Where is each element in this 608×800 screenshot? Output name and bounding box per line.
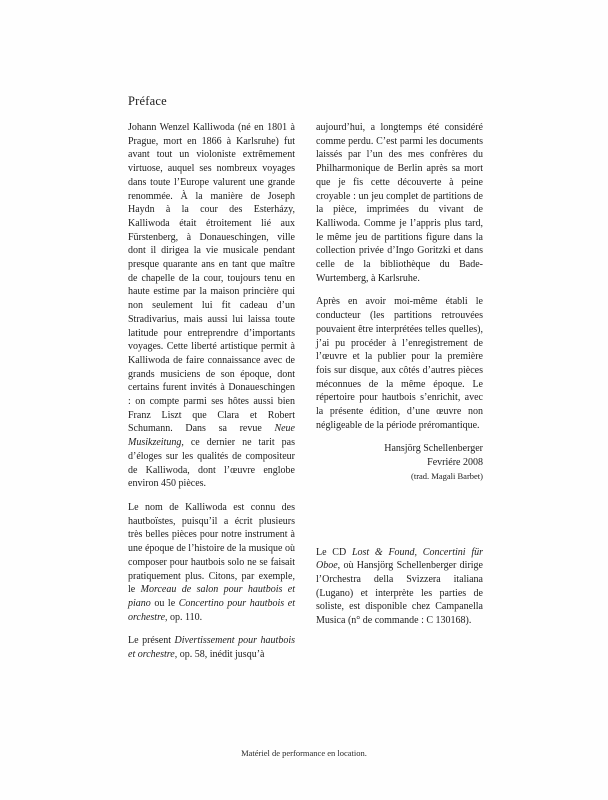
text-run: Le présent [128,635,175,647]
text-run: Le nom de Kalliwoda est connu des hautboïstes, puisqu’il a écrit plusieurs très belles pièces pour notre instrument à une époque de l’histoire de la musique où composer pour hautbois solo ne se faisait pratiquement plus. Citons, par exemple, le [128,501,295,596]
paragraph-oboe-works [128,501,295,624]
text-run: Johann Wenzel Kalliwoda (né en 1801 à Prague, mort en 1866 à Karlsruhe) fut avant tout un violoniste extrêmement virtuose, auquel ses nombreux voyages dans toute l’Europe valurent une grande renommée. À la manière de Joseph Haydn à la cour des Esterházy, Kalliwoda était étroitement lié aux Fürstenberg, à Donaueschingen, ville dont il dirigea la vie musicale pendant presque quarante ans en tant que maître de chapelle de la cour, toujours tenu en haute estime par la maison princière qui non seulement lui fit cadeau d’un Stradivarius, mais aussi lui laissa toute latitude pour entreprendre d’importants voyages. Cette liberté artistique permit à Kalliwoda de faire connaissance avec de grands musiciens de son époque, dont certains furent invités à Donaueschingen : on compte parmi ses hôtes aussi bien Franz Liszt que Clara et Robert Schumann. Dans sa revue [128,122,295,435]
italic-work-title: Concertino pour hautbois et orchestre [128,597,295,623]
footer-note: Matériel de performance en location. [241,748,367,758]
text-columns [128,121,483,672]
paragraph-discovery [316,121,483,285]
text-run: ou le [150,597,179,609]
text-run: , où Hansjörg Schellenberger dirige l’Orchestra della Svizzera italiana (Lugano) et interprète les parties de soliste, est disponible chez Campanella Musica (n° de commande : C 130168). [316,560,483,627]
paragraph-biography [128,121,295,491]
italic-work-title: Neue Musikzeitung [128,423,295,449]
italic-cd-title: Lost & Found, Concertini für Oboe [316,546,483,572]
page-title: Préface [128,94,167,108]
signature-translator: (trad. Magali Barbet) [411,470,483,481]
text-run: Après en avoir moi-même établi le conducteur (les partitions retrouvées pouvaient être interprétées telles quelles), j’ai pu procéder à l’enregistrement de l’œuvre et la publier pour la première fois sur disque, aux côtés d’autres pièces méconnues de la même époque. Le répertoire pour hautbois s’enrichit, avec la présente édition, d’une œuvre non négligeable de la période préromantique. [316,296,483,431]
italic-work-title: Divertissement pour hautbois et orchestre [128,635,295,661]
signature-name: Hansjörg Schellenberger [384,443,483,455]
left-column [128,121,295,672]
paragraph-cd-note [316,546,483,628]
text-run: , ce dernier ne tarit pas d’éloges sur les qualités de compositeur de Kalliwoda, dont l’œuvre englobe environ 450 pièces. [128,437,295,490]
text-run: aujourd’hui, a longtemps été considéré comme perdu. C’est parmi les documents laissés par l’un des mes confrères du Philharmonique de Berlin après sa mort que je fis cette découverte à peine croyable : un jeu complet de partitions de la pièce, imprimées du vivant de Kalliwoda. Comme je l’appris plus tard, le même jeu de partitions figure dans la collection privée d’Ingo Goritzki et dans celle de la bibliothèque du Bade-Wurtemberg, à Karlsruhe. [316,122,483,284]
signature-date: Fevriére 2008 [427,457,483,469]
text-run: Le CD [316,546,352,558]
signature-block [316,442,483,483]
text-run: , op. 110. [165,611,203,623]
paragraph-recording [316,295,483,432]
italic-work-title: Morceau de salon pour hautbois et piano [128,584,295,609]
text-run: , op. 58, inédit jusqu’à [174,649,265,661]
right-column [316,121,483,672]
paragraph-divertissement [128,634,295,661]
